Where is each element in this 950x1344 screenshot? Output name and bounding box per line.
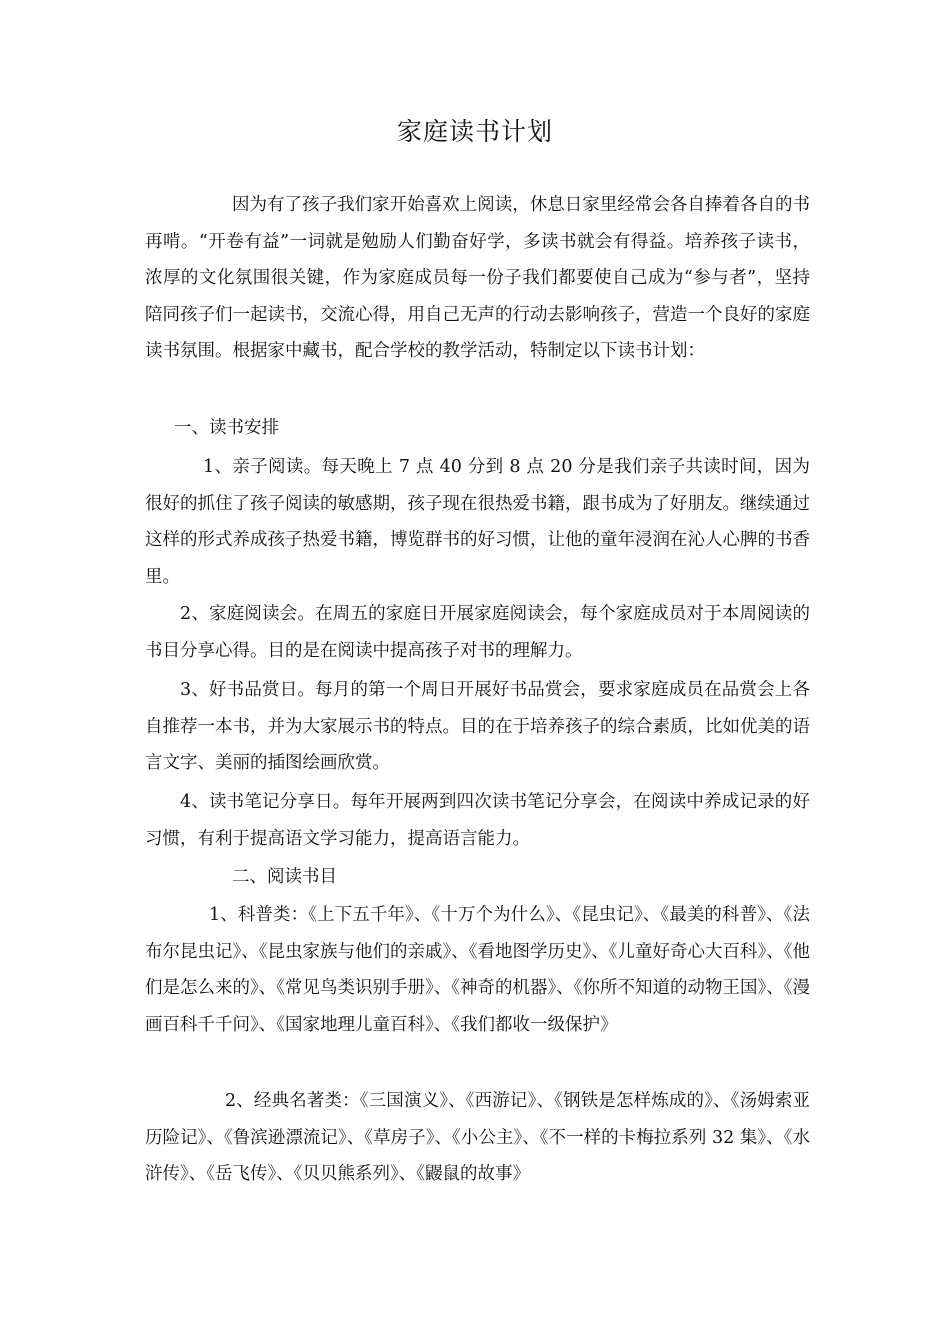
schedule-item-family-reading-meeting: 2、家庭阅读会。在周五的家庭日开展家庭阅读会，每个家庭成员对于本周阅读的书目分享心得。目的是在阅读中提高孩子对书的理解力。 <box>145 604 810 661</box>
book-list-science: 1、科普类：《上下五千年》、《十万个为什么》、《昆虫记》、《最美的科普》、《法布尔昆虫记》、《昆虫家族与他们的亲戚》、《看地图学历史》、《儿童好奇心大百科》、《他们是怎么来的》、《常见鸟类识别手册》、《神奇的机器》、《你所不知道的动物王国》、《漫画百科千千问》、《国家地理儿童百科》、《我们都收一级保护》 <box>145 905 810 1035</box>
section-heading-reading-schedule: 一、读书安排 <box>174 418 279 438</box>
schedule-item-parent-child-reading: 1、亲子阅读。每天晚上 7 点 40 分到 8 点 20 分是我们亲子共读时间，因为很好的抓住了孩子阅读的敏感期，孩子现在很热爱书籍，跟书成为了好朋友。继续通过这样的形式养成孩子热爱书籍，博览群书的好习惯，让他的童年浸润在沁人心脾的书香里。 <box>145 457 810 587</box>
book-list-classics: 2、经典名著类：《三国演义》、《西游记》、《钢铁是怎样炼成的》、《汤姆索亚历险记》、《鲁滨逊漂流记》、《草房子》、《小公主》、《不一样的卡梅拉系列 32 集》、《水浒传》、《岳飞传》、《贝贝熊系列》、《鼹鼠的故事》 <box>145 1091 810 1184</box>
section-heading-book-list: 二、阅读书目 <box>232 867 337 887</box>
schedule-item-reading-notes-day: 4、读书笔记分享日。每年开展两到四次读书笔记分享会，在阅读中养成记录的好习惯，有利于提高语文学习能力，提高语言能力。 <box>145 792 810 849</box>
intro-paragraph: 因为有了孩子我们家开始喜欢上阅读，休息日家里经常会各自捧着各自的书再啃。“开卷有益”一词就是勉励人们勤奋好学，多读书就会有得益。培养孩子读书，浓厚的文化氛围很关键，作为家庭成员每一份子我们都要使自己成为“参与者”，坚持陪同孩子们一起读书，交流心得，用自己无声的行动去影响孩子，营造一个良好的家庭读书氛围。根据家中藏书，配合学校的教学活动，特制定以下读书计划： <box>145 195 810 361</box>
document-title: 家庭读书计划 <box>396 117 553 146</box>
schedule-item-book-appreciation-day: 3、好书品赏日。每月的第一个周日开展好书品赏会，要求家庭成员在品赏会上各自推荐一本书，并为大家展示书的特点。目的在于培养孩子的综合素质，比如优美的语言文字、美丽的插图绘画欣赏。 <box>145 680 810 773</box>
